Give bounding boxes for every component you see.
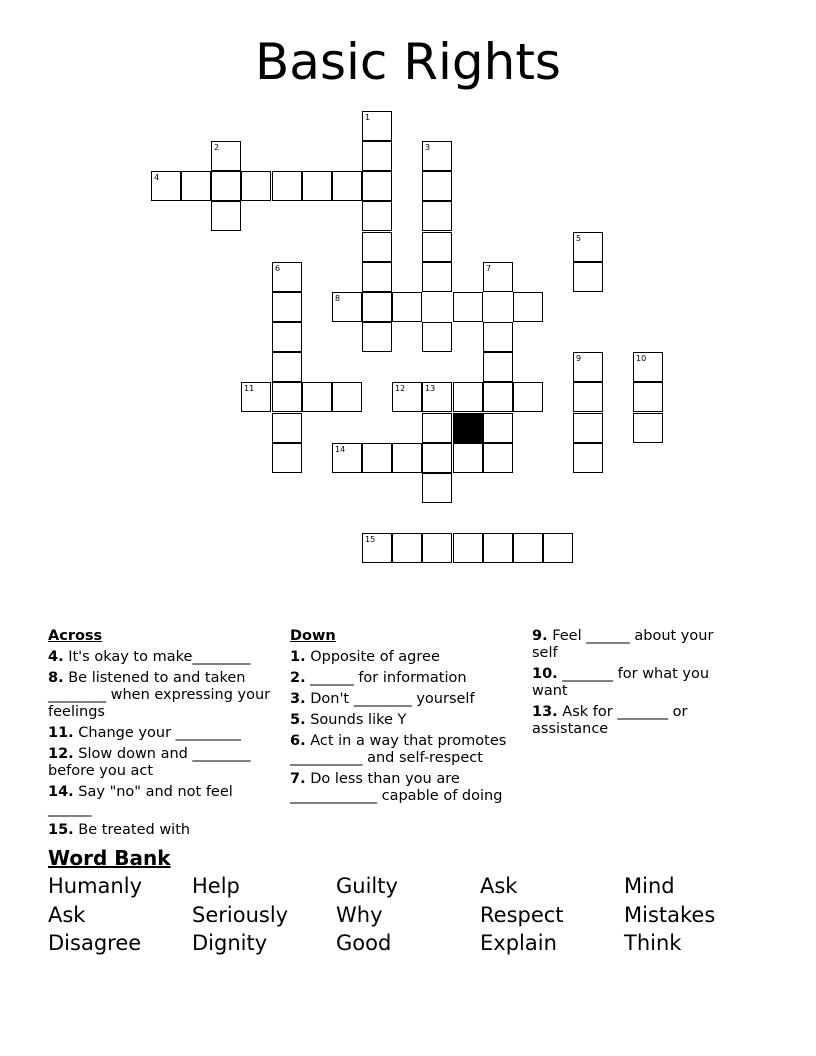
crossword-cell[interactable] xyxy=(332,382,362,412)
clue-number: 3 xyxy=(425,143,431,152)
crossword-cell[interactable] xyxy=(332,292,362,322)
crossword-cell[interactable] xyxy=(633,382,663,412)
down-clue: 2. ______ for information xyxy=(290,670,467,686)
crossword-cell[interactable] xyxy=(362,111,392,141)
crossword-cell[interactable] xyxy=(422,443,452,473)
clue-number: 14 xyxy=(335,445,346,454)
crossword-cell[interactable] xyxy=(302,382,332,412)
clue-number: 2 xyxy=(214,143,220,152)
across-header: Across xyxy=(48,628,103,644)
crossword-cell[interactable] xyxy=(272,262,302,292)
word-bank-word: Guilty xyxy=(336,874,398,898)
crossword-cell[interactable] xyxy=(272,292,302,322)
word-bank-word: Help xyxy=(192,874,240,898)
crossword-cell[interactable] xyxy=(362,292,392,322)
crossword-cell[interactable] xyxy=(392,292,422,322)
crossword-cell[interactable] xyxy=(513,292,543,322)
across-clue: 8. Be listened to and taken ________ when expressing your feelings xyxy=(48,670,271,720)
word-bank-word: Mind xyxy=(624,874,675,898)
crossword-cell[interactable] xyxy=(422,322,452,352)
crossword-cell[interactable] xyxy=(422,201,452,231)
clue-number: 9 xyxy=(576,354,582,363)
word-bank-title: Word Bank xyxy=(48,846,171,870)
crossword-cell[interactable] xyxy=(362,533,392,563)
crossword-cell[interactable] xyxy=(422,533,452,563)
crossword-cell[interactable] xyxy=(422,171,452,201)
crossword-cell[interactable] xyxy=(392,533,422,563)
across-clue: 4. It's okay to make________ xyxy=(48,649,251,665)
clue-number: 7 xyxy=(486,264,492,273)
clue-number: 8 xyxy=(335,294,341,303)
crossword-cell[interactable] xyxy=(211,201,241,231)
crossword-cell[interactable] xyxy=(362,322,392,352)
crossword-cell[interactable] xyxy=(362,171,392,201)
crossword-cell[interactable] xyxy=(272,352,302,382)
crossword-cell[interactable] xyxy=(573,382,603,412)
crossword-cell[interactable] xyxy=(543,533,573,563)
crossword-cell[interactable] xyxy=(483,262,513,292)
word-bank-word: Ask xyxy=(48,903,86,927)
crossword-cell[interactable] xyxy=(272,322,302,352)
crossword-cell[interactable] xyxy=(422,232,452,262)
crossword-cell[interactable] xyxy=(362,443,392,473)
crossword-cell[interactable] xyxy=(422,413,452,443)
crossword-cell[interactable] xyxy=(483,322,513,352)
crossword-cell[interactable] xyxy=(633,352,663,382)
word-bank-word: Humanly xyxy=(48,874,142,898)
down-header: Down xyxy=(290,628,336,644)
crossword-cell[interactable] xyxy=(362,262,392,292)
down-clue: 5. Sounds like Y xyxy=(290,712,407,728)
crossword-cell[interactable] xyxy=(513,533,543,563)
crossword-cell[interactable] xyxy=(422,141,452,171)
clue-number: 15 xyxy=(365,535,376,544)
crossword-cell[interactable] xyxy=(211,171,241,201)
crossword-cell[interactable] xyxy=(573,443,603,473)
crossword-cell[interactable] xyxy=(211,141,241,171)
word-bank-word: Why xyxy=(336,903,383,927)
crossword-cell[interactable] xyxy=(573,352,603,382)
crossword-cell[interactable] xyxy=(483,413,513,443)
crossword-cell[interactable] xyxy=(513,382,543,412)
crossword-cell[interactable] xyxy=(422,262,452,292)
across-clue: 14. Say "no" and not feel ______ xyxy=(48,784,233,817)
crossword-cell[interactable] xyxy=(332,171,362,201)
down-clue: 1. Opposite of agree xyxy=(290,649,440,665)
crossword-cell[interactable] xyxy=(362,201,392,231)
crossword-cell[interactable] xyxy=(633,413,663,443)
clue-number: 11 xyxy=(244,384,255,393)
crossword-cell[interactable] xyxy=(272,443,302,473)
clue-number: 12 xyxy=(395,384,406,393)
word-bank-word: Dignity xyxy=(192,931,268,955)
crossword-cell[interactable] xyxy=(483,533,513,563)
crossword-cell[interactable] xyxy=(573,232,603,262)
down-clues-continued xyxy=(532,628,737,742)
word-bank-word: Think xyxy=(624,931,682,955)
crossword-cell[interactable] xyxy=(422,382,452,412)
down-clue: 10. _______ for what you want xyxy=(532,666,710,699)
clue-number: 4 xyxy=(154,173,160,182)
crossword-cell[interactable] xyxy=(453,382,483,412)
word-bank-word: Disagree xyxy=(48,931,142,955)
crossword-cell[interactable] xyxy=(453,443,483,473)
down-clue: 3. Don't ________ yourself xyxy=(290,691,475,707)
down-clue: 6. Act in a way that promotes __________ and self-respect xyxy=(290,733,507,766)
crossword-cell[interactable] xyxy=(392,443,422,473)
across-clue: 15. Be treated with xyxy=(48,822,191,838)
crossword-cell[interactable] xyxy=(241,382,271,412)
crossword-cell[interactable] xyxy=(272,382,302,412)
word-bank-word: Respect xyxy=(480,903,564,927)
crossword-cell[interactable] xyxy=(302,171,332,201)
clue-number: 1 xyxy=(365,113,371,122)
crossword-cell[interactable] xyxy=(272,413,302,443)
across-clues xyxy=(48,628,273,843)
crossword-cell[interactable] xyxy=(483,352,513,382)
across-clue: 12. Slow down and ________ before you act xyxy=(48,746,251,779)
crossword-cell[interactable] xyxy=(241,171,271,201)
clue-number: 13 xyxy=(425,384,436,393)
black-square xyxy=(453,413,483,443)
clue-number: 10 xyxy=(636,354,647,363)
crossword-cell[interactable] xyxy=(422,473,452,503)
down-clue: 7. Do less than you are ____________ capable of doing xyxy=(290,771,503,804)
word-bank-word: Seriously xyxy=(192,903,289,927)
down-clues xyxy=(290,628,530,809)
crossword-cell[interactable] xyxy=(573,413,603,443)
crossword-cell[interactable] xyxy=(151,171,181,201)
crossword-cell[interactable] xyxy=(272,171,302,201)
crossword-cell[interactable] xyxy=(181,171,211,201)
crossword-cell[interactable] xyxy=(483,443,513,473)
word-bank-word: Ask xyxy=(480,874,518,898)
crossword-cell[interactable] xyxy=(453,292,483,322)
word-bank-word: Mistakes xyxy=(624,903,716,927)
down-clue: 13. Ask for _______ or assistance xyxy=(532,704,688,737)
word-bank-word: Good xyxy=(336,931,392,955)
clue-number: 6 xyxy=(275,264,281,273)
down-clue: 9. Feel ______ about your self xyxy=(532,628,714,661)
crossword-cell[interactable] xyxy=(392,382,422,412)
crossword-cell[interactable] xyxy=(332,443,362,473)
crossword-cell[interactable] xyxy=(362,232,392,262)
crossword-cell[interactable] xyxy=(362,141,392,171)
clue-number: 5 xyxy=(576,234,582,243)
crossword-cell[interactable] xyxy=(453,533,483,563)
across-clue: 11. Change your _________ xyxy=(48,725,241,741)
word-bank-word: Explain xyxy=(480,931,557,955)
crossword-cell[interactable] xyxy=(573,262,603,292)
crossword-cell[interactable] xyxy=(483,382,513,412)
puzzle-title: Basic Rights xyxy=(255,33,561,91)
